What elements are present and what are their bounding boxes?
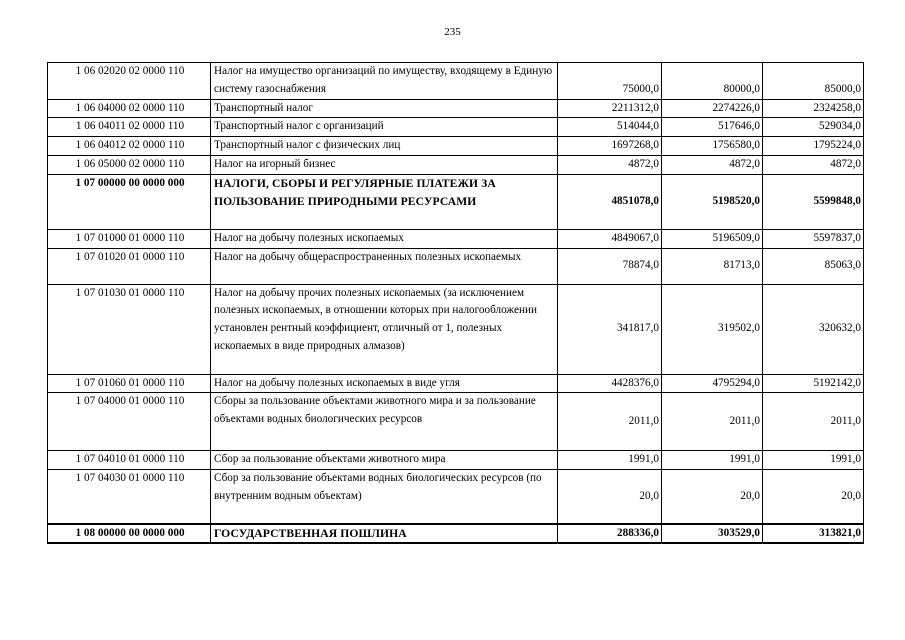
amount-cell-year-1: 4428376,0: [558, 374, 662, 393]
amount-cell-year-2: 1991,0: [662, 451, 763, 470]
table-row: [48, 155, 864, 174]
revenue-name-cell: Сборы за пользование объектами животного мира и за пользование объектами водных биологических ресурсов: [211, 393, 558, 451]
budget-code-cell: 1 06 04012 02 0000 110: [48, 137, 211, 156]
budget-code-cell: 1 07 04000 01 0000 110: [48, 393, 211, 451]
table-row: [48, 63, 864, 100]
table-row: [48, 229, 864, 248]
amount-cell-year-1: 20,0: [558, 470, 662, 524]
table-row: [48, 393, 864, 451]
amount-cell-year-2: 20,0: [662, 470, 763, 524]
table-row: [48, 137, 864, 156]
amount-cell-year-1: 2011,0: [558, 393, 662, 451]
amount-cell-year-2: 4872,0: [662, 155, 763, 174]
amount-cell-year-1: 1991,0: [558, 451, 662, 470]
revenue-name-cell: Налог на добычу общераспространенных полезных ископаемых: [211, 248, 558, 284]
revenue-name-cell: Налог на добычу полезных ископаемых: [211, 229, 558, 248]
amount-cell-year-3: 320632,0: [763, 284, 864, 374]
amount-cell-year-1: 2211312,0: [558, 99, 662, 118]
table-row-section-total: [48, 524, 864, 544]
amount-cell-year-1: 1697268,0: [558, 137, 662, 156]
budget-code-cell: 1 07 01020 01 0000 110: [48, 248, 211, 284]
budget-code-cell: 1 06 04000 02 0000 110: [48, 99, 211, 118]
budget-code-cell: 1 07 04030 01 0000 110: [48, 470, 211, 524]
revenue-name-cell: НАЛОГИ, СБОРЫ И РЕГУЛЯРНЫЕ ПЛАТЕЖИ ЗА ПОЛЬЗОВАНИЕ ПРИРОДНЫМИ РЕСУРСАМИ: [211, 174, 558, 229]
amount-cell-year-3: 20,0: [763, 470, 864, 524]
revenue-name-cell: Налог на имущество организаций по имуществу, входящему в Единую систему газоснабжения: [211, 63, 558, 100]
amount-cell-year-2: 80000,0: [662, 63, 763, 100]
revenue-name-cell: Сбор за пользование объектами животного мира: [211, 451, 558, 470]
budget-code-cell: 1 07 01060 01 0000 110: [48, 374, 211, 393]
revenue-name-cell: Налог на игорный бизнес: [211, 155, 558, 174]
table-row: [48, 248, 864, 284]
amount-cell-year-2: 5196509,0: [662, 229, 763, 248]
page-number: 235: [444, 26, 461, 38]
amount-cell-year-1: 288336,0: [558, 524, 662, 544]
revenue-name-cell: ГОСУДАРСТВЕННАЯ ПОШЛИНА: [211, 524, 558, 544]
table-row: [48, 284, 864, 374]
budget-revenue-table: [47, 62, 864, 544]
amount-cell-year-3: 5192142,0: [763, 374, 864, 393]
amount-cell-year-2: 81713,0: [662, 248, 763, 284]
revenue-name-cell: Транспортный налог: [211, 99, 558, 118]
amount-cell-year-3: 313821,0: [763, 524, 864, 544]
amount-cell-year-2: 2011,0: [662, 393, 763, 451]
amount-cell-year-1: 4849067,0: [558, 229, 662, 248]
table-row: [48, 99, 864, 118]
amount-cell-year-2: 319502,0: [662, 284, 763, 374]
budget-code-cell: 1 06 04011 02 0000 110: [48, 118, 211, 137]
revenue-name-cell: Транспортный налог с физических лиц: [211, 137, 558, 156]
amount-cell-year-2: 4795294,0: [662, 374, 763, 393]
revenue-name-cell: Налог на добычу прочих полезных ископаемых (за исключением полезных ископаемых, в отношении которых при налогообложении установлен рентный коэффициент, отличный от 1, полезных ископаемых в виде природных алмазов): [211, 284, 558, 374]
budget-code-cell: 1 07 01000 01 0000 110: [48, 229, 211, 248]
budget-code-cell: 1 08 00000 00 0000 000: [48, 524, 211, 544]
amount-cell-year-1: 4872,0: [558, 155, 662, 174]
amount-cell-year-1: 4851078,0: [558, 174, 662, 229]
table-row: [48, 118, 864, 137]
amount-cell-year-3: 1991,0: [763, 451, 864, 470]
amount-cell-year-1: 514044,0: [558, 118, 662, 137]
amount-cell-year-3: 2324258,0: [763, 99, 864, 118]
amount-cell-year-2: 517646,0: [662, 118, 763, 137]
amount-cell-year-3: 1795224,0: [763, 137, 864, 156]
amount-cell-year-2: 1756580,0: [662, 137, 763, 156]
amount-cell-year-1: 75000,0: [558, 63, 662, 100]
table-row: [48, 451, 864, 470]
amount-cell-year-2: 303529,0: [662, 524, 763, 544]
amount-cell-year-1: 78874,0: [558, 248, 662, 284]
table-row: [48, 470, 864, 524]
revenue-name-cell: Сбор за пользование объектами водных биологических ресурсов (по внутренним водным объектам): [211, 470, 558, 524]
amount-cell-year-2: 2274226,0: [662, 99, 763, 118]
budget-code-cell: 1 06 05000 02 0000 110: [48, 155, 211, 174]
revenue-name-cell: Транспортный налог с организаций: [211, 118, 558, 137]
amount-cell-year-3: 5599848,0: [763, 174, 864, 229]
amount-cell-year-3: 85063,0: [763, 248, 864, 284]
amount-cell-year-1: 341817,0: [558, 284, 662, 374]
budget-code-cell: 1 07 00000 00 0000 000: [48, 174, 211, 229]
amount-cell-year-3: 5597837,0: [763, 229, 864, 248]
amount-cell-year-3: 529034,0: [763, 118, 864, 137]
amount-cell-year-3: 2011,0: [763, 393, 864, 451]
table-row: [48, 374, 864, 393]
revenue-name-cell: Налог на добычу полезных ископаемых в виде угля: [211, 374, 558, 393]
amount-cell-year-2: 5198520,0: [662, 174, 763, 229]
budget-code-cell: 1 07 01030 01 0000 110: [48, 284, 211, 374]
budget-code-cell: 1 06 02020 02 0000 110: [48, 63, 211, 100]
budget-code-cell: 1 07 04010 01 0000 110: [48, 451, 211, 470]
amount-cell-year-3: 4872,0: [763, 155, 864, 174]
amount-cell-year-3: 85000,0: [763, 63, 864, 100]
table-row-section-total: [48, 174, 864, 229]
